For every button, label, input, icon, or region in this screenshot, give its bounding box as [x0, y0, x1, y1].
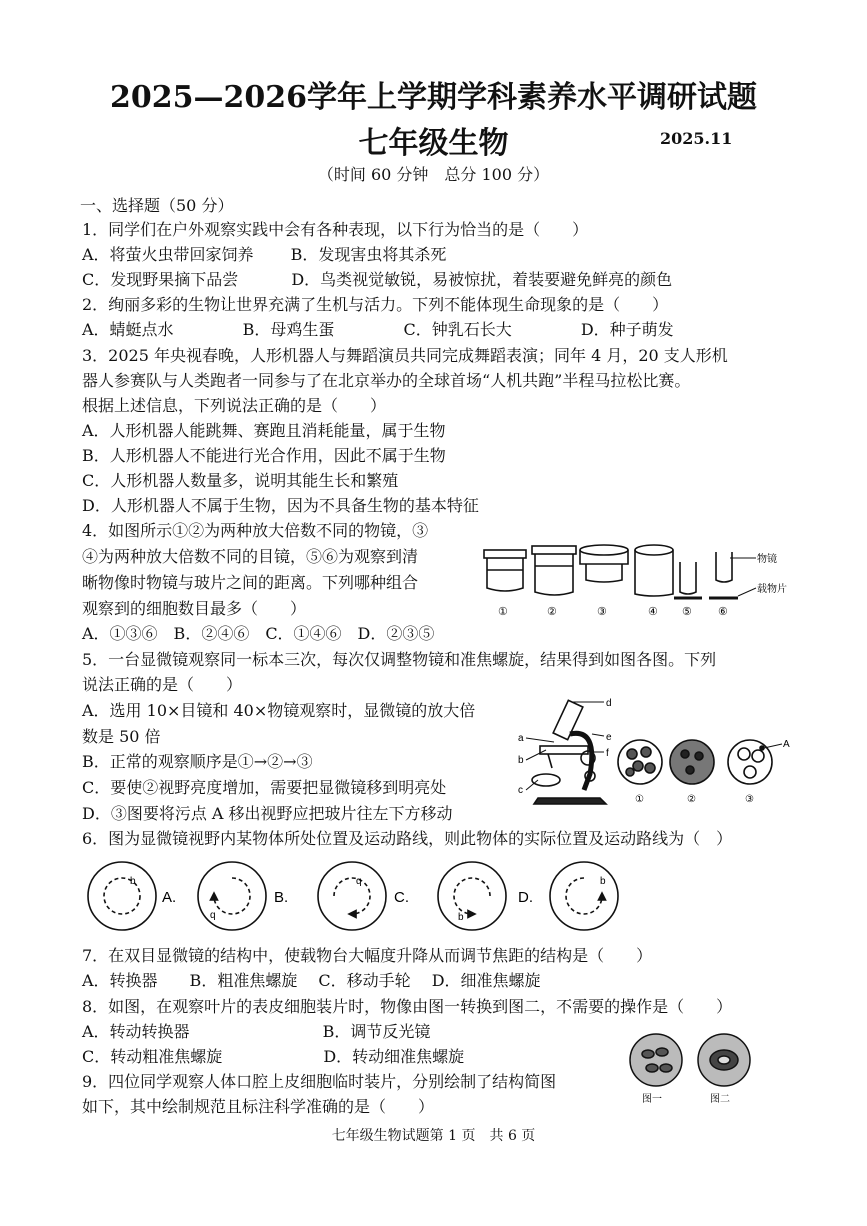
- page-footer: 七年级生物试题第 1 页 共 6 页: [331, 1128, 536, 1144]
- part-label-f: f: [606, 748, 609, 759]
- q5-stem-2: 说法正确的是（ ）: [82, 675, 243, 694]
- q5-stem-1: 5．一台显微镜观察同一标本三次，每次仅调整物镜和准焦螺旋，结果得到如图各图。下列: [82, 650, 717, 669]
- option-c-label: C.: [394, 889, 409, 906]
- label-slide: 载物片: [757, 584, 787, 595]
- lens-label-4: ④: [648, 606, 658, 618]
- q5-option-b: B．正常的观察顺序是①→②→③: [82, 752, 313, 771]
- q5-option-c: C．要使②视野亮度增加，需要把显微镜移到明亮处: [82, 778, 447, 797]
- q5-option-a-2: 数是 50 倍: [82, 727, 161, 746]
- part-label-c: c: [518, 785, 523, 796]
- label-objective: 物镜: [757, 554, 777, 565]
- q4-options: A．①③⑥ B．②④⑥ C．①④⑥ D．②③⑤: [82, 624, 435, 643]
- path-letter-b-2: b: [458, 912, 464, 923]
- q4-stem-4: 观察到的细胞数目最多（ ）: [82, 599, 307, 618]
- q5-option-a-1: A．选用 10×目镜和 40×物镜观察时，显微镜的放大倍: [82, 701, 476, 720]
- microscope-figure: [500, 694, 805, 814]
- q3-stem-2: 器人参赛队与人类跑者一同参与了在北京举办的全球首场“人机共跑”半程马拉松比赛。: [82, 371, 691, 390]
- exam-title: 2025—2026学年上学期学科素养水平调研试题: [110, 80, 757, 115]
- q3-stem-3: 根据上述信息，下列说法正确的是（ ）: [82, 396, 387, 415]
- q3-option-d: D．人形机器人不属于生物，因为不具备生物的基本特征: [82, 496, 479, 515]
- q3-option-b: B．人形机器人不能进行光合作用，因此不属于生物: [82, 446, 446, 465]
- part-label-e: e: [606, 732, 612, 743]
- q3-option-a: A．人形机器人能跳舞、赛跑且消耗能量，属于生物: [82, 421, 446, 440]
- exam-info: （时间 60 分钟 总分 100 分）: [317, 165, 550, 184]
- lens-label-5: ⑤: [682, 606, 692, 618]
- field-label-2: ②: [687, 794, 696, 805]
- exam-subtitle: 七年级生物: [358, 126, 509, 161]
- view-label-2: 图二: [710, 1094, 730, 1105]
- field-label-3: ③: [745, 794, 754, 805]
- option-b-label: B.: [274, 889, 289, 906]
- lens-figure: [478, 540, 788, 620]
- path-letter-q-2: q: [356, 876, 362, 887]
- lens-label-1: ①: [498, 606, 508, 618]
- part-label-b: b: [518, 755, 524, 766]
- option-a-label: A.: [162, 889, 177, 906]
- view-label-1: 图一: [642, 1094, 662, 1105]
- q7-stem: 7．在双目显微镜的结构中，使载物台大幅度升降从而调节焦距的结构是（ ）: [82, 946, 653, 965]
- q9-stem-1: 9．四位同学观察人体口腔上皮细胞临时装片，分别绘制了结构简图: [82, 1072, 557, 1091]
- q1-options-cd: C．发现野果摘下品尝 D．鸟类视觉敏锐，易被惊扰，着装要避免鲜亮的颜色: [82, 270, 673, 289]
- point-label-a: A: [783, 739, 790, 750]
- q3-option-c: C．人形机器人数量多，说明其能生长和繁殖: [82, 471, 399, 490]
- q2-options: A．蜻蜓点水 B．母鸡生蛋 C．钟乳石长大 D．种子萌发: [82, 320, 674, 339]
- q1-options-ab: A．将萤火虫带回家饲养 B．发现害虫将其杀死: [82, 245, 447, 264]
- q5-option-d: D．③图要将污点 A 移出视野应把玻片往左下方移动: [82, 804, 453, 823]
- q4-stem-1: 4．如图所示①②为两种放大倍数不同的物镜，③: [82, 521, 429, 540]
- q8-options-cd: C．转动粗准焦螺旋 D．转动细准焦螺旋: [82, 1047, 465, 1066]
- section-heading: 一、选择题（50 分）: [80, 196, 234, 215]
- path-letter-q-1: q: [210, 910, 216, 921]
- cell-view-figure: [628, 1028, 788, 1110]
- part-label-d: d: [606, 698, 612, 709]
- lens-label-6: ⑥: [718, 606, 728, 618]
- path-letter-b-3: b: [600, 876, 606, 887]
- q7-options: A．转换器 B．粗准焦螺旋 C．移动手轮 D．细准焦螺旋: [82, 971, 541, 990]
- path-letter-b: b: [130, 876, 136, 887]
- q6-stem: 6．图为显微镜视野内某物体所处位置及运动路线，则此物体的实际位置及运动路线为（ ）: [82, 829, 733, 848]
- q2-stem: 2．绚丽多彩的生物让世界充满了生机与活力。下列不能体现生命现象的是（ ）: [82, 295, 669, 314]
- q3-stem-1: 3．2025 年央视春晚，人形机器人与舞蹈演员共同完成舞蹈表演；同年 4 月，20 支人形机: [82, 346, 728, 365]
- q1-stem: 1．同学们在户外观察实践中会有各种表现，以下行为恰当的是（ ）: [82, 220, 589, 239]
- q9-stem-2: 如下，其中绘制规范且标注科学准确的是（ ）: [82, 1097, 435, 1116]
- option-d-label: D.: [518, 889, 533, 906]
- q8-stem: 8．如图，在观察叶片的表皮细胞装片时，物像由图一转换到图二，不需要的操作是（ ）: [82, 997, 733, 1016]
- lens-label-2: ②: [547, 606, 557, 618]
- exam-date: 2025.11: [660, 129, 733, 148]
- part-label-a: a: [518, 733, 524, 744]
- q8-options-ab: A．转动转换器 B．调节反光镜: [82, 1022, 431, 1041]
- field-label-1: ①: [635, 794, 644, 805]
- q4-stem-3: 晰物像时物镜与玻片之间的距离。下列哪种组合: [82, 573, 419, 592]
- q4-stem-2: ④为两种放大倍数不同的目镜，⑤⑥为观察到清: [82, 547, 419, 566]
- lens-label-3: ③: [597, 606, 607, 618]
- motion-figure: [84, 854, 784, 938]
